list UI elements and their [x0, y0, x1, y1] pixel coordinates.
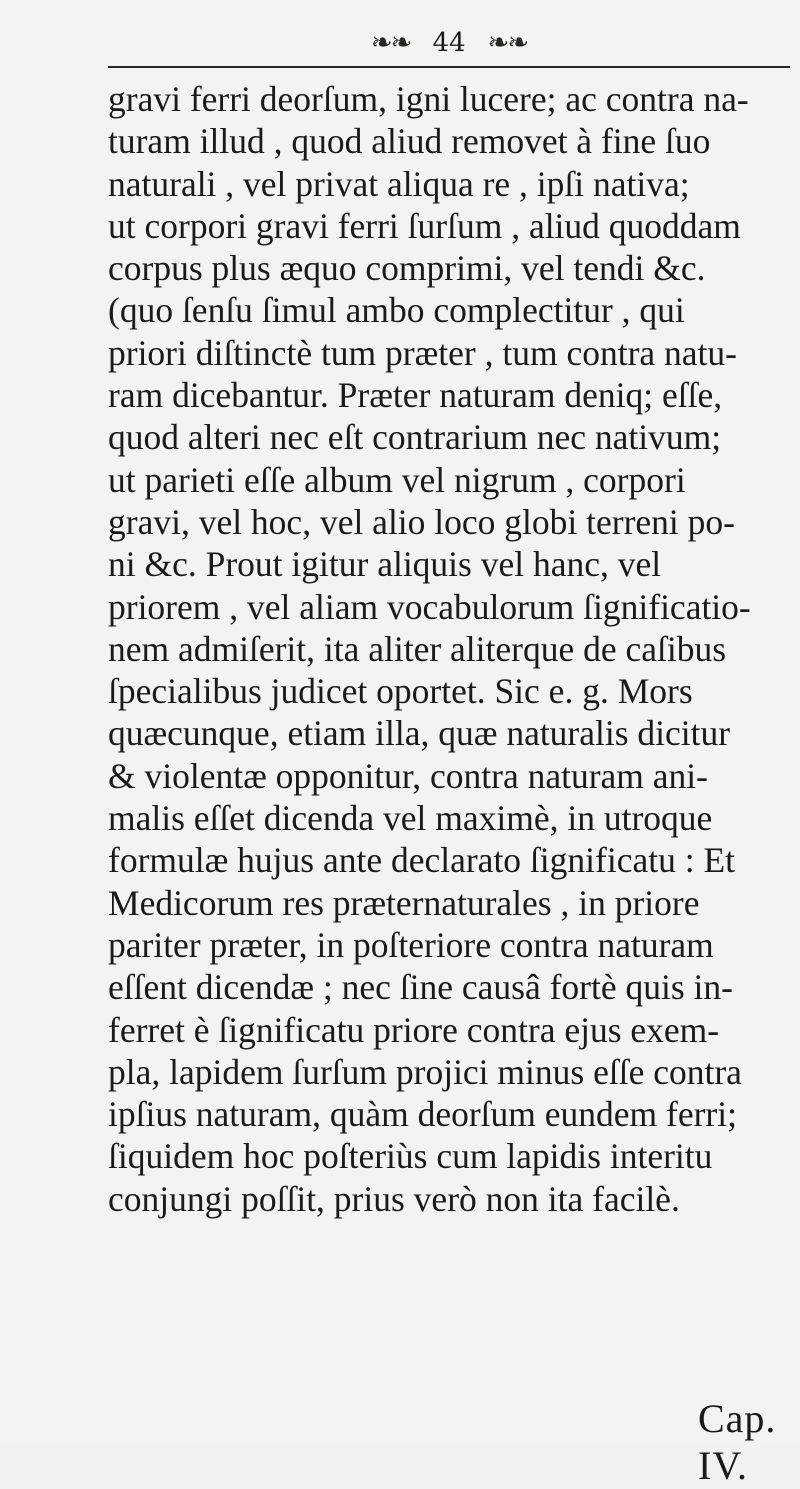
text-line: quod alteri nec eſt contrarium nec nativum; [108, 417, 722, 458]
left-ornament-icon: ❧❧ [370, 28, 411, 58]
text-line: & violentæ opponitur, contra naturam ani- [108, 755, 708, 796]
right-ornament-icon: ❧❧ [487, 28, 528, 58]
text-line: eſſent dicendæ ; nec ſine causâ fortè quis in- [108, 967, 733, 1008]
page-number: 44 [432, 28, 466, 58]
header-row [108, 28, 790, 58]
text-line: formulæ hujus ante declarato ſignificatu : Et [108, 840, 735, 881]
text-line: Medicorum res præternaturales , in priore [108, 882, 700, 923]
text-line: ram dicebantur. Præter naturam deniq; eſſe, [108, 375, 723, 416]
text-line: pariter præter, in poſteriore contra naturam [108, 924, 714, 965]
text-line: ut corpori gravi ferri ſurſum , aliud quoddam [108, 205, 741, 246]
header-rule [108, 66, 790, 68]
text-line: ferret è ſignificatu priore contra ejus exem- [108, 1009, 720, 1050]
text-line: priori diſtinctè tum præter , tum contra natu- [108, 332, 737, 373]
text-line: ut parieti eſſe album vel nigrum , corpori [108, 459, 686, 500]
text-line: gravi ferri deorſum, igni lucere; ac contra na- [108, 79, 749, 119]
text-line: malis eſſet dicenda vel maximè, in utroque [108, 798, 713, 839]
text-line: (quo ſenſu ſimul ambo complectitur , qui [108, 290, 685, 331]
text-line: ſpecialibus judicet oportet. Sic e. g. Mors [108, 671, 693, 712]
text-line: naturali , vel privat aliqua re , ipſi nativa; [108, 163, 690, 204]
text-line: gravi, vel hoc, vel alio loco globi terreni po- [108, 501, 735, 542]
text-line: corpus plus æquo comprimi, vel tendi &c. [108, 248, 706, 289]
body-text [108, 78, 800, 1220]
text-line: ni &c. Prout igitur aliquis vel hanc, vel [108, 544, 662, 585]
text-line: priorem , vel aliam vocabulorum ſignificatio- [108, 586, 751, 627]
catchword: Cap. IV. [698, 1396, 777, 1488]
text-line: conjungi poſſit, prius verò non ita facilè. [108, 1178, 680, 1219]
text-line: ipſius naturam, quàm deorſum eundem ferri; [108, 1094, 737, 1135]
running-header [108, 28, 790, 72]
text-line: quæcunque, etiam illa, quæ naturalis dicitur [108, 713, 731, 754]
text-line: turam illud , quod aliud removet à fine ſuo [108, 121, 711, 162]
text-line: nem admiſerit, ita aliter aliterque de caſibus [108, 628, 727, 669]
text-line: pla, lapidem ſurſum projici minus eſſe contra [108, 1051, 742, 1092]
text-line: ſiquidem hoc poſteriùs cum lapidis interitu [108, 1136, 713, 1177]
